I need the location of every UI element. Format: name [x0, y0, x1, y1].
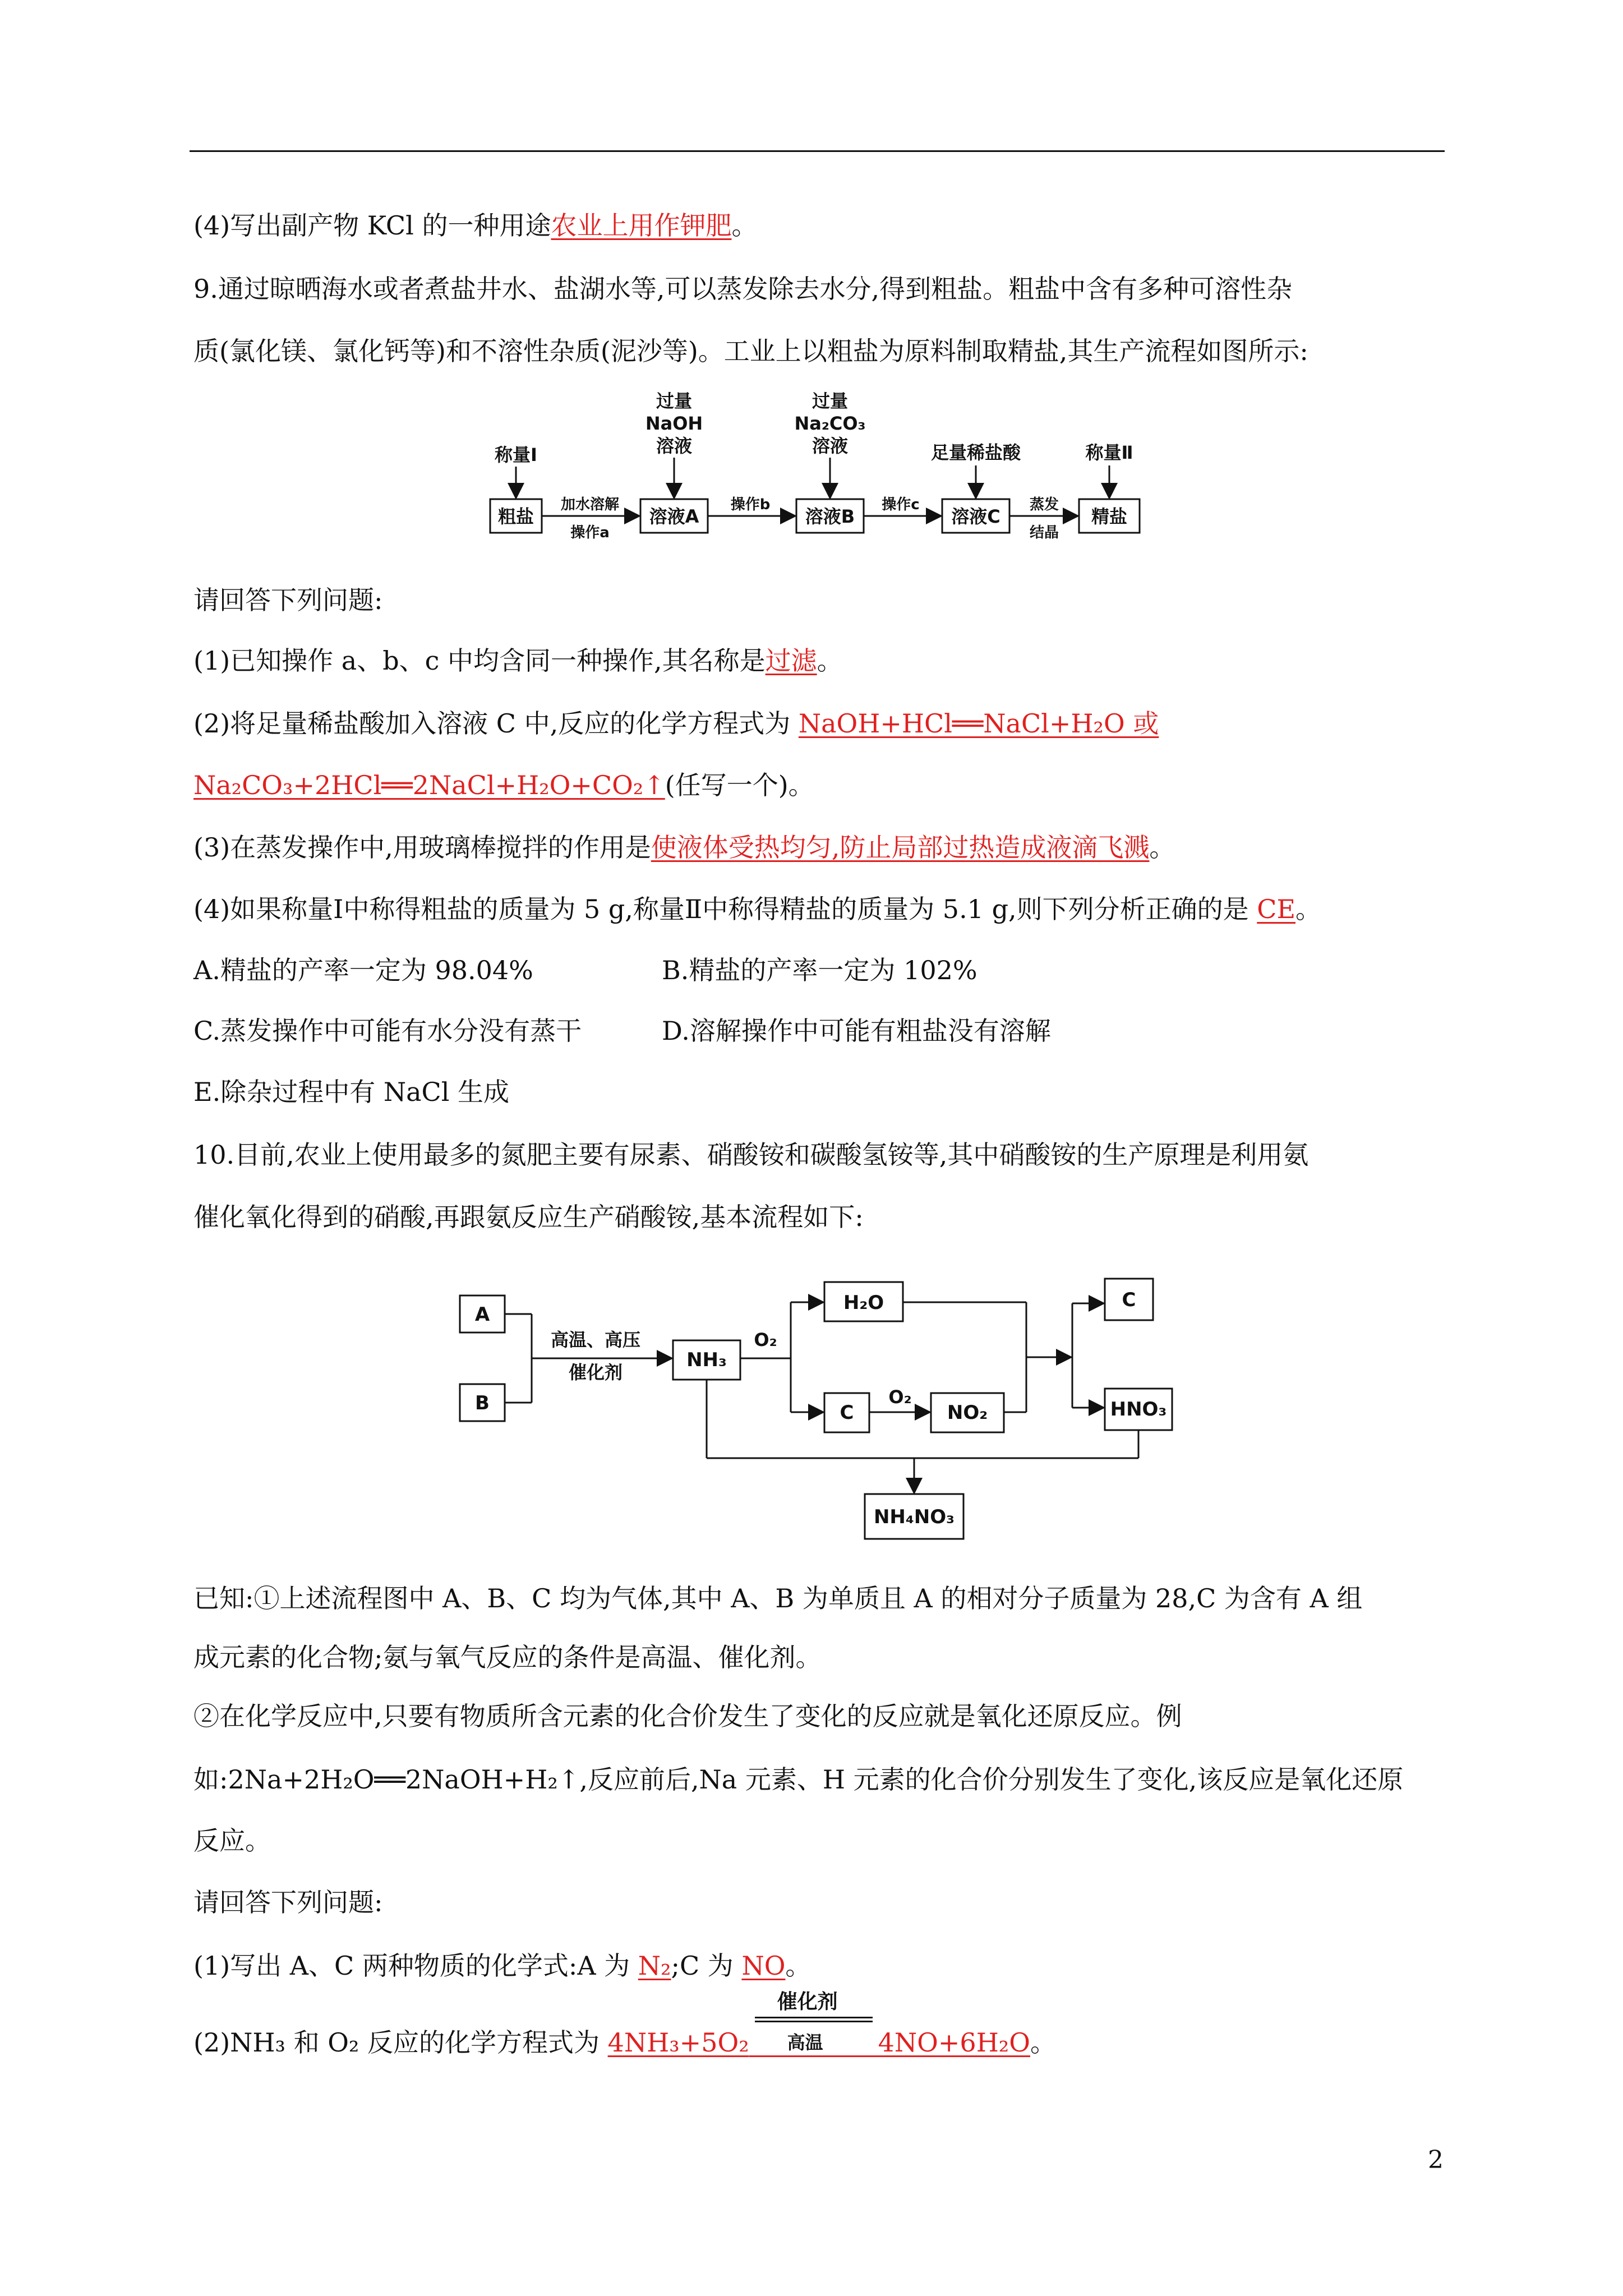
naoh-label-1: 过量	[656, 390, 693, 412]
cond-high-temp-pressure: 高温、高压	[550, 1329, 641, 1350]
answer-text: 4NH₃+5O₂	[607, 2027, 749, 2058]
box-a: A	[474, 1303, 490, 1326]
punct: 。	[1030, 2027, 1056, 2058]
q10-part1	[193, 1949, 811, 1983]
q9-intro-2: 质(氯化镁、氯化钙等)和不溶性杂质(泥沙等)。工业上以粗盐为原料制取精盐,其生产流程如图所示:	[193, 336, 1308, 366]
hcl-label: 足量稀盐酸	[930, 442, 1021, 463]
q9-part2	[193, 707, 1159, 740]
box-fine-salt: 精盐	[1091, 506, 1128, 527]
answer-text: 过滤	[765, 646, 817, 676]
o2-label-b: O₂	[888, 1386, 912, 1408]
q10-part2	[193, 1990, 1056, 2059]
equals-bar	[755, 2017, 873, 2022]
punct: 。	[1295, 894, 1322, 924]
q9-intro-1: 9.通过晾晒海水或者煮盐井水、盐湖水等,可以蒸发除去水分,得到粗盐。粗盐中含有多种可溶性杂	[193, 274, 1293, 304]
o2-label-a: O₂	[754, 1329, 777, 1350]
q8-part4	[193, 209, 757, 242]
reaction-condition	[749, 1990, 878, 2059]
naoh-label-2: NaOH	[645, 413, 703, 434]
box-no2: NO₂	[947, 1401, 988, 1424]
answer-text: 4NO+6H₂O	[878, 2027, 1030, 2058]
punct: 。	[817, 646, 843, 676]
high-temp-label: 高温	[787, 2032, 823, 2053]
q10-intro-2: 催化氧化得到的硝酸,再跟氨反应生产硝酸铵,基本流程如下:	[193, 1202, 864, 1232]
box-crude-salt: 粗盐	[497, 506, 534, 527]
page-number: 2	[1428, 2146, 1444, 2174]
box-nh4no3: NH₄NO₃	[873, 1506, 955, 1528]
punct: 。	[731, 210, 758, 241]
box-solution-b: 溶液B	[805, 506, 855, 527]
question-text: (1)写出 A、C 两种物质的化学式:A 为	[193, 1951, 638, 1981]
punct: 。	[1149, 832, 1175, 863]
punct: 。	[785, 1951, 811, 1981]
step-crystallize: 结晶	[1029, 524, 1059, 541]
q10-known-2: 成元素的化合物;氨与氧气反应的条件是高温、催化剂。	[193, 1642, 822, 1672]
answer-text: N₂	[638, 1951, 671, 1981]
question-text: (1)已知操作 a、b、c 中均含同一种操作,其名称是	[193, 646, 766, 676]
q10-known-3: ②在化学反应中,只要有物质所含元素的化合价发生了变化的反应就是氧化还原反应。例	[193, 1701, 1182, 1731]
q10-known-5: 反应。	[193, 1825, 271, 1856]
step-op-c: 操作c	[882, 496, 920, 513]
catalyst-label: 催化剂	[777, 1990, 838, 2013]
step-dissolve: 加水溶解	[560, 496, 620, 513]
cond-catalyst: 催化剂	[568, 1362, 623, 1383]
q10-intro-1: 10.目前,农业上使用最多的氮肥主要有尿素、硝酸铵和碳酸氢铵等,其中硝酸铵的生产原理是利用氨	[193, 1140, 1309, 1170]
box-b: B	[475, 1392, 490, 1414]
answer-text: 农业上用作钾肥	[551, 210, 732, 241]
question-text: (4)写出副产物 KCl 的一种用途	[193, 210, 551, 241]
step-op-b: 操作b	[730, 496, 771, 513]
box-solution-c: 溶液C	[951, 506, 1000, 527]
q9-part1	[193, 644, 843, 677]
question-text: (任写一个)。	[665, 770, 814, 800]
question-text: (2)NH₃ 和 O₂ 反应的化学方程式为	[193, 2027, 608, 2058]
q9-part2-cont	[193, 768, 814, 802]
question-text: (3)在蒸发操作中,用玻璃棒搅拌的作用是	[193, 832, 651, 863]
q9-part4	[193, 892, 1321, 926]
q9-option-c: C.蒸发操作中可能有水分没有蒸干	[193, 1016, 582, 1046]
answer-text: CE	[1257, 894, 1296, 924]
step-op-a: 操作a	[570, 524, 610, 541]
q9-option-b: B.精盐的产率一定为 102%	[662, 955, 978, 985]
q10-known-4: 如:2Na+2H₂O══2NaOH+H₂↑,反应前后,Na 元素、H 元素的化合价分别发生了变化,该反应是氧化还原	[193, 1764, 1404, 1795]
box-hno3: HNO₃	[1110, 1398, 1167, 1421]
question-text: (4)如果称量Ⅰ中称得粗盐的质量为 5 g,称量Ⅱ中称得精盐的质量为 5.1 g,则下列分析正确的是	[193, 894, 1257, 924]
q9-part3	[193, 831, 1175, 864]
weigh2-label: 称量Ⅱ	[1085, 442, 1133, 463]
header-rule	[190, 150, 1445, 152]
q9-option-a: A.精盐的产率一定为 98.04%	[193, 955, 533, 985]
na2co3-label-3: 溶液	[811, 435, 849, 457]
q9-prompt: 请回答下列问题:	[193, 585, 383, 615]
box-h2o: H₂O	[843, 1292, 884, 1314]
question-text: ;C 为	[671, 1951, 742, 1981]
salt-purification-flowchart	[482, 387, 1155, 555]
box-c-top: C	[1122, 1289, 1136, 1311]
answer-text: 使液体受热均匀,防止局部过热造成液滴飞溅	[651, 832, 1150, 863]
q10-prompt: 请回答下列问题:	[193, 1887, 383, 1917]
q9-option-d: D.溶解操作中可能有粗盐没有溶解	[662, 1016, 1051, 1046]
box-solution-a: 溶液A	[649, 506, 699, 527]
q10-known-1: 已知:①上述流程图中 A、B、C 均为气体,其中 A、B 为单质且 A 的相对分子质量为 28,C 为含有 A 组	[193, 1583, 1363, 1613]
naoh-label-3: 溶液	[656, 435, 693, 457]
box-c-mid: C	[840, 1401, 854, 1424]
ammonium-nitrate-flowchart	[449, 1262, 1189, 1565]
answer-text: NaOH+HCl══NaCl+H₂O 或	[798, 708, 1159, 739]
q9-option-e: E.除杂过程中有 NaCl 生成	[193, 1077, 510, 1107]
question-text: (2)将足量稀盐酸加入溶液 C 中,反应的化学方程式为	[193, 708, 799, 739]
na2co3-label-2: Na₂CO₃	[794, 413, 866, 434]
answer-underline	[749, 2055, 878, 2057]
na2co3-label-1: 过量	[811, 390, 849, 412]
step-evaporate: 蒸发	[1029, 496, 1059, 513]
answer-text: Na₂CO₃+2HCl══2NaCl+H₂O+CO₂↑	[193, 770, 665, 800]
weigh1-label: 称量Ⅰ	[495, 444, 537, 465]
box-nh3: NH₃	[686, 1349, 727, 1371]
answer-text: NO	[741, 1951, 786, 1981]
